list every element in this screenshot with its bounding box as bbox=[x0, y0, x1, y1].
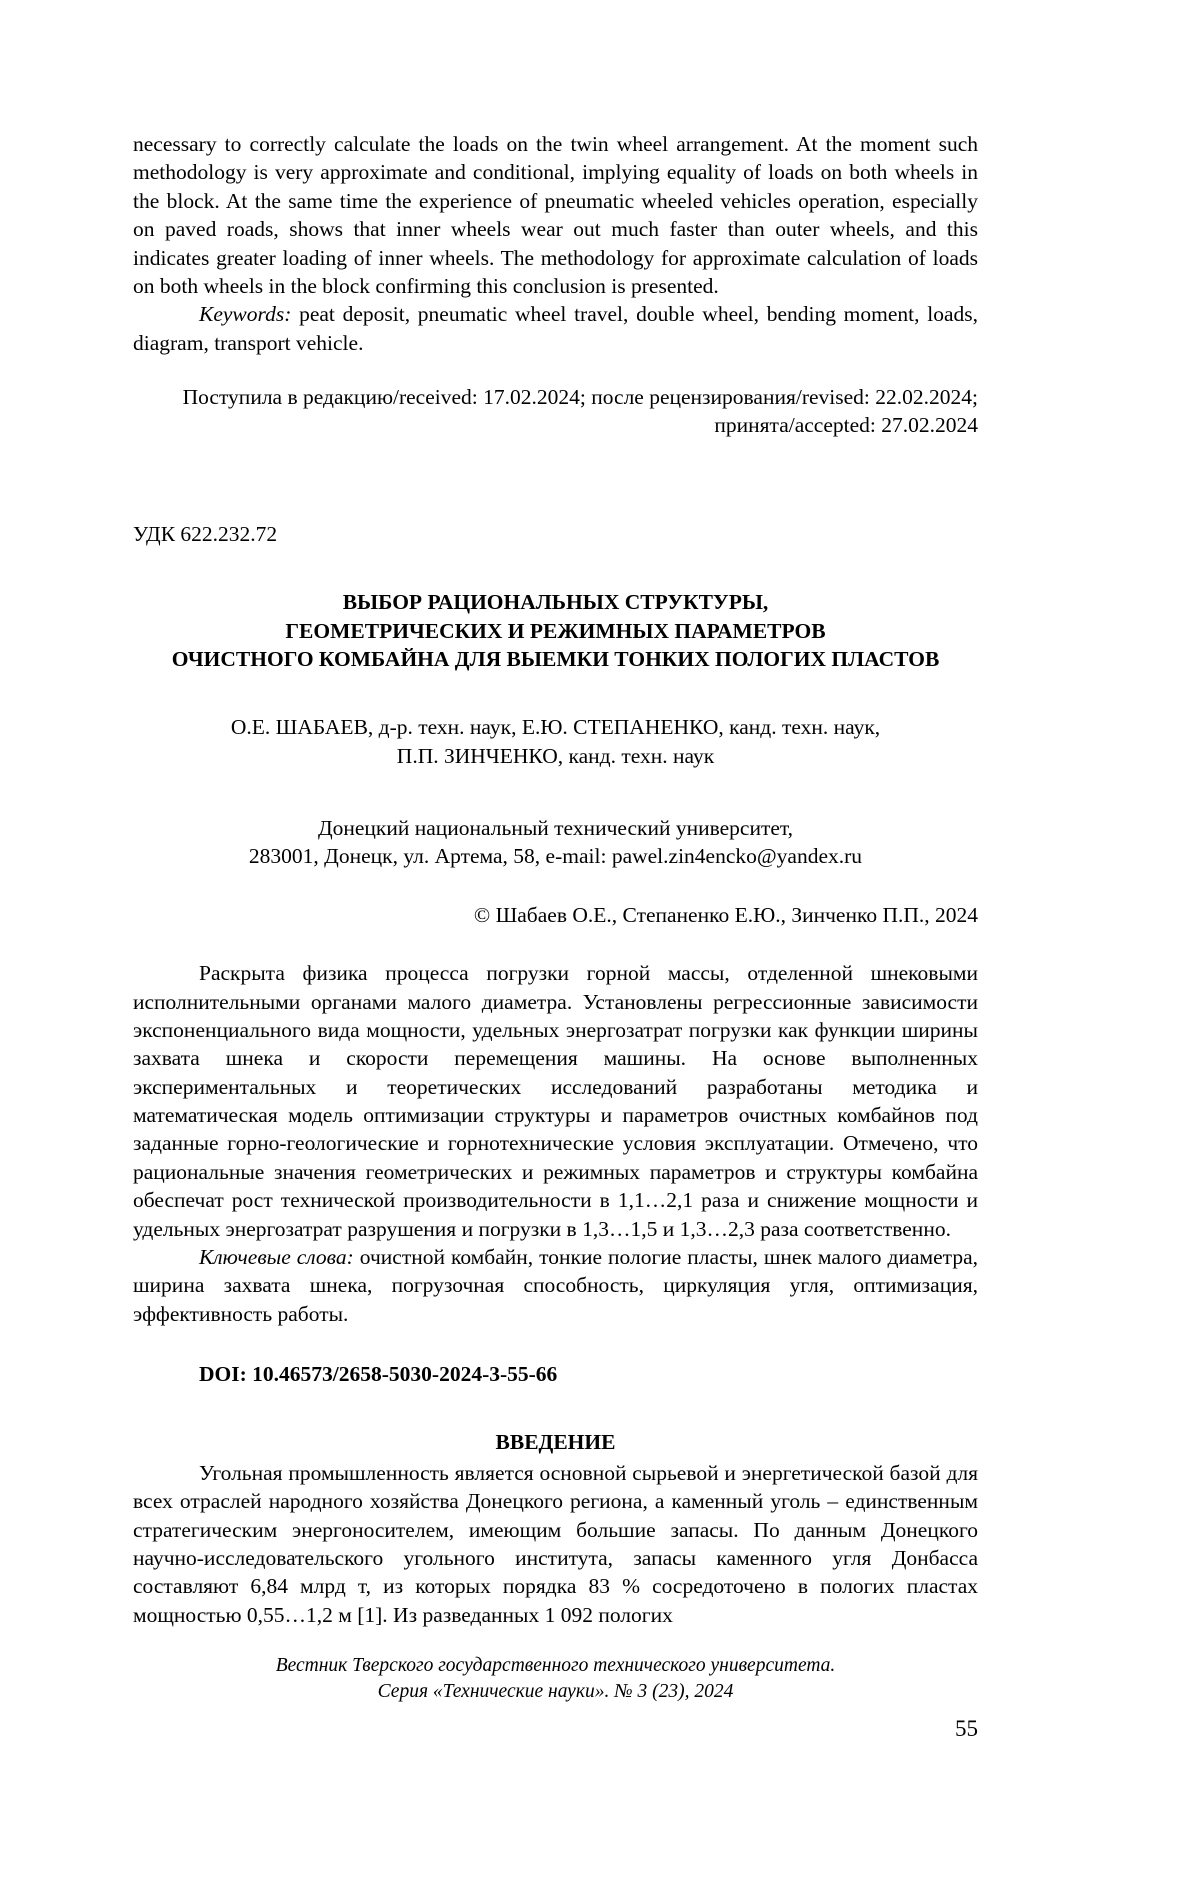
page-number: 55 bbox=[955, 1715, 978, 1741]
russian-abstract: Раскрыта физика процесса погрузки горной массы, отделенной шнековыми исполнительными органами малого диаметра. Установлены регрессионные зависимости экспоненциального вида мощности, удельных энергозатрат погрузки как функции ширины захвата шнека и скорости перемещения машины. На основе выполненных экспериментальных и теоретических исследований разработаны методика и математическая модель оптимизации структуры и параметров очистных комбайнов под заданные горно-геологические и горнотехнические условия эксплуатации. Отмечено, что рациональные значения геометрических и режимных параметров и структуры комбайна обеспечат рост технической производительности в 1,1…2,1 раза и снижение мощности и удельных энергозатрат разрушения и погрузки в 1,3…1,5 и 1,3…2,3 раза соответственно. bbox=[133, 961, 978, 1241]
english-keywords-text: peat deposit, pneumatic wheel travel, double wheel, bending moment, loads, diagram, transport vehicle. bbox=[133, 302, 978, 355]
copyright-line: © Шабаев О.Е., Степаненко Е.Ю., Зинченко П.П., 2024 bbox=[473, 902, 978, 927]
received-line-2: принята/accepted: 27.02.2024 bbox=[714, 413, 978, 438]
english-keywords bbox=[133, 300, 978, 357]
authors-line-1: О.Е. ШАБАЕВ, д-р. техн. наук, Е.Ю. СТЕПАНЕНКО, канд. техн. наук, bbox=[230, 715, 881, 740]
article-title bbox=[133, 588, 978, 673]
affiliation-line-2: 283001, Донецк, ул. Артема, 58, e-mail: pawel.zin4encko@yandex.ru bbox=[248, 844, 863, 869]
authors bbox=[133, 713, 978, 770]
article-title-line-2: ГЕОМЕТРИЧЕСКИХ И РЕЖИМНЫХ ПАРАМЕТРОВ bbox=[285, 618, 826, 643]
affiliation bbox=[133, 814, 978, 871]
introduction-heading: ВВЕДЕНИЕ bbox=[495, 1430, 616, 1455]
journal-footer-line-1: Вестник Тверского государственного технического университета. bbox=[275, 1655, 836, 1676]
affiliation-line-1: Донецкий национальный технический университет, bbox=[317, 816, 794, 840]
authors-line-2: П.П. ЗИНЧЕНКО, канд. техн. наук bbox=[396, 743, 715, 768]
introduction-paragraph: Угольная промышленность является основной сырьевой и энергетической базой для всех отраслей народного хозяйства Донецкого региона, а каменный уголь – единственным стратегическим энергоносителем, имеющим большие запасы. По данным Донецкого научно-исследовательского угольного института, запасы каменного угля Донбасса составляют 6,84 млрд т, из которых порядка 83 % сосредоточено в пологих пластах мощностью 0,55…1,2 м [1]. Из разведанных 1 092 пологих bbox=[133, 1460, 978, 1627]
russian-keywords-text: очистной комбайн, тонкие пологие пласты, шнек малого диаметра, ширина захвата шнека, погрузочная способность, циркуляция угля, оптимизация, эффективность работы. bbox=[133, 1244, 979, 1326]
russian-keywords-label: Ключевые слова: bbox=[199, 1244, 354, 1269]
received-dates bbox=[133, 383, 978, 440]
udk-number: УДК 622.232.72 bbox=[133, 521, 278, 546]
article-title-line-3: ОЧИСТНОГО КОМБАЙНА ДЛЯ ВЫЕМКИ ТОНКИХ ПОЛОГИХ ПЛАСТОВ bbox=[171, 646, 940, 671]
article-title-line-1: ВЫБОР РАЦИОНАЛЬНЫХ СТРУКТУРЫ, bbox=[342, 590, 769, 615]
journal-footer bbox=[133, 1629, 978, 1706]
english-abstract-paragraph: necessary to correctly calculate the loads on the twin wheel arrangement. At the moment such methodology is very approximate and conditional, implying equality of loads on both wheels in the block. At the same time the experience of pneumatic wheeled vehicles operation, especially on paved roads, shows that inner wheels wear out much faster than outer wheels, and this indicates greater loading of inner wheels. The methodology for approximate calculation of loads on both wheels in the block confirming this conclusion is presented. bbox=[133, 132, 978, 298]
english-keywords-label: Keywords: bbox=[199, 302, 292, 327]
doi-line: DOI: 10.46573/2658-5030-2024-3-55-66 bbox=[199, 1362, 558, 1386]
russian-keywords bbox=[133, 1243, 978, 1328]
received-line-1: Поступила в редакцию/received: 17.02.2024; после рецензирования/revised: 22.02.2024; bbox=[182, 385, 978, 409]
journal-footer-line-2: Серия «Технические науки». № 3 (23), 2024 bbox=[377, 1681, 734, 1703]
